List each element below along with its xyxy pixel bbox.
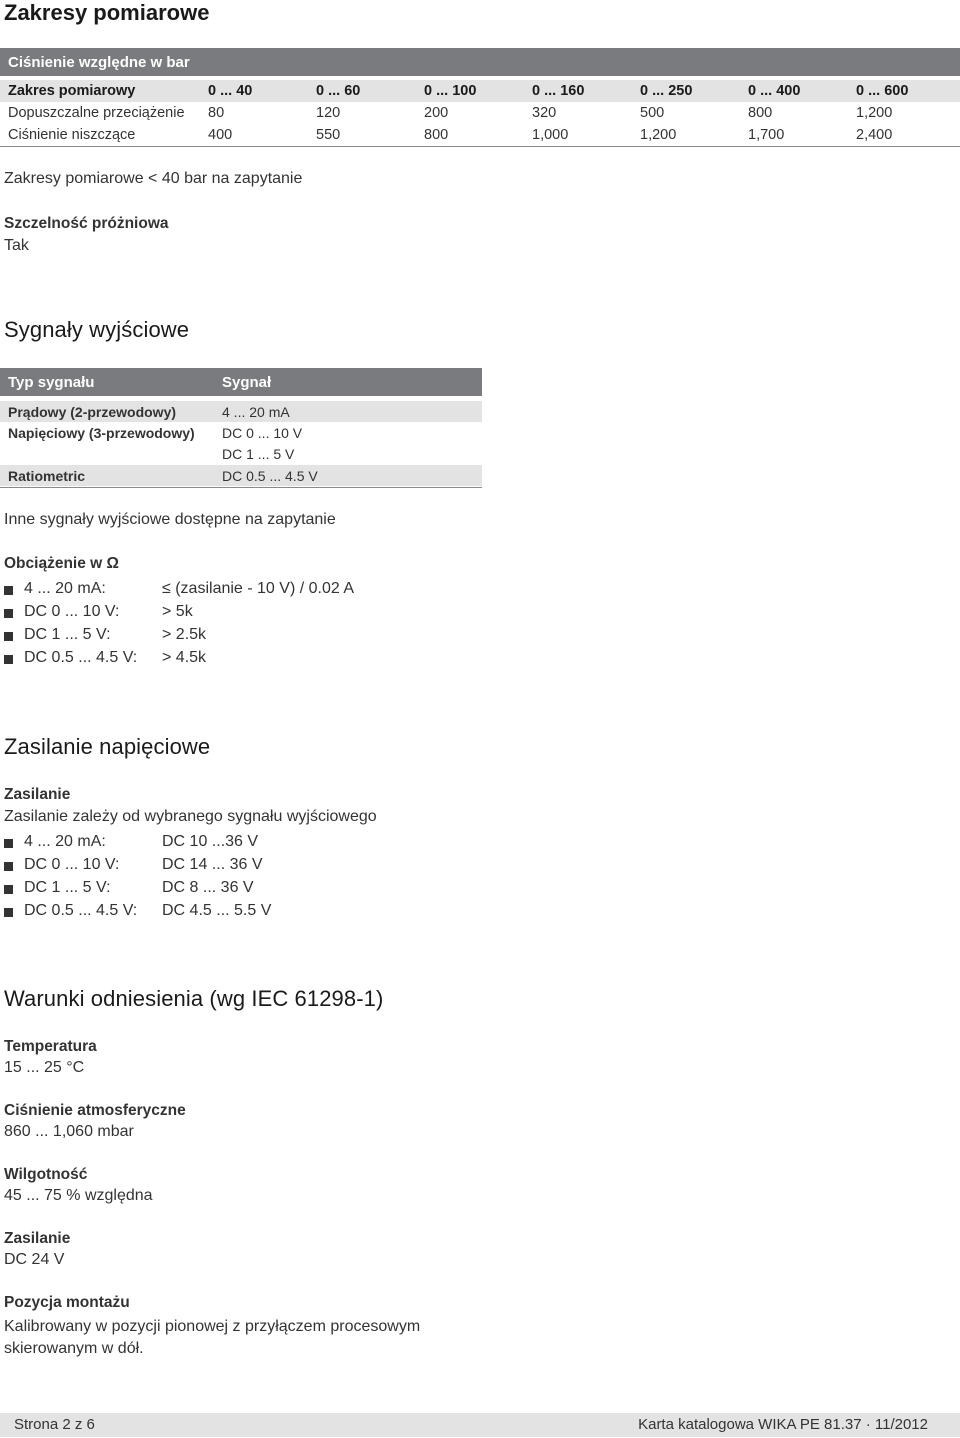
supply-label: Zasilanie	[4, 786, 71, 803]
mounting-line-1: Kalibrowany w pozycji pionowej z przyłączem procesowym	[4, 1318, 421, 1335]
list-value: > 4.5k	[162, 649, 207, 666]
vacuum-label: Szczelność próżniowa	[4, 215, 169, 232]
table-cell: 80	[208, 105, 225, 121]
table-cell: 1,700	[748, 127, 785, 143]
atm-label: Ciśnienie atmosferyczne	[4, 1102, 186, 1119]
table-row	[0, 80, 960, 102]
temperature-label: Temperatura	[4, 1038, 97, 1055]
signals-note: Inne sygnały wyjściowe dostępne na zapytanie	[4, 511, 336, 528]
supply-title: Zasilanie napięciowe	[4, 734, 211, 759]
table-row	[0, 401, 482, 422]
table-cell: 0 ... 40	[208, 83, 253, 99]
signals-table-header	[0, 368, 482, 396]
bullet-icon	[4, 632, 13, 641]
load-label: Obciążenie w Ω	[4, 555, 119, 572]
list-key: DC 0.5 ... 4.5 V:	[24, 902, 138, 919]
col-type-header: Typ sygnału	[8, 374, 95, 391]
table-cell: Dopuszczalne przeciążenie	[8, 105, 185, 121]
bullet-icon	[4, 862, 13, 871]
page-footer	[0, 1413, 960, 1437]
humidity-label: Wilgotność	[4, 1166, 88, 1183]
humidity-value: 45 ... 75 % względna	[4, 1187, 153, 1204]
signal-value: 4 ... 20 mA	[222, 404, 290, 420]
signal-value: DC 1 ... 5 V	[222, 446, 295, 462]
col-signal-header: Sygnał	[222, 374, 272, 391]
mounting-label: Pozycja montażu	[4, 1294, 130, 1311]
table-cell: Ciśnienie niszczące	[8, 127, 136, 143]
signal-type: Ratiometric	[8, 468, 86, 484]
table-row	[0, 124, 960, 146]
bullet-icon	[4, 908, 13, 917]
list-key: DC 1 ... 5 V:	[24, 626, 111, 643]
table-cell: 400	[208, 127, 233, 143]
list-value: DC 14 ... 36 V	[162, 856, 263, 873]
ref-supply-label: Zasilanie	[4, 1230, 71, 1247]
table-cell: 200	[424, 105, 449, 121]
document-reference: Karta katalogowa WIKA PE 81.37 · 11/2012	[638, 1416, 928, 1433]
bullet-icon	[4, 586, 13, 595]
table-cell: 0 ... 160	[532, 83, 585, 99]
table-row	[0, 422, 482, 443]
table-cell: 1,200	[640, 127, 677, 143]
mounting-line-2: skierowanym w dół.	[4, 1340, 144, 1357]
bullet-icon	[4, 655, 13, 664]
table-cell: 320	[532, 105, 557, 121]
table-cell: 0 ... 600	[856, 83, 909, 99]
table-cell: 1,000	[532, 127, 569, 143]
signal-type: Napięciowy (3-przewodowy)	[8, 425, 195, 441]
table-cell: 0 ... 400	[748, 83, 801, 99]
list-key: DC 0 ... 10 V:	[24, 603, 120, 620]
list-value: > 5k	[162, 603, 193, 620]
supply-text: Zasilanie zależy od wybranego sygnału wyjściowego	[4, 808, 377, 825]
table-cell: 0 ... 250	[640, 83, 693, 99]
atm-value: 860 ... 1,060 mbar	[4, 1123, 134, 1140]
reference-title: Warunki odniesienia (wg IEC 61298-1)	[4, 986, 384, 1011]
list-key: 4 ... 20 mA:	[24, 580, 106, 597]
list-value: > 2.5k	[162, 626, 207, 643]
table-cell: 800	[748, 105, 773, 121]
table-row	[0, 465, 482, 486]
bullet-icon	[4, 839, 13, 848]
range-note: Zakresy pomiarowe < 40 bar na zapytanie	[4, 170, 303, 187]
temperature-value: 15 ... 25 °C	[4, 1059, 85, 1076]
table-row	[0, 443, 482, 464]
list-key: DC 0 ... 10 V:	[24, 856, 120, 873]
table-row	[0, 102, 960, 124]
list-value: DC 4.5 ... 5.5 V	[162, 902, 272, 919]
bullet-icon	[4, 885, 13, 894]
table-cell: 550	[316, 127, 341, 143]
table-cell: Zakres pomiarowy	[8, 83, 136, 99]
table-cell: 2,400	[856, 127, 893, 143]
list-key: 4 ... 20 mA:	[24, 833, 106, 850]
list-value: ≤ (zasilanie - 10 V) / 0.02 A	[162, 580, 354, 597]
list-value: DC 10 ...36 V	[162, 833, 259, 850]
table-cell: 0 ... 100	[424, 83, 477, 99]
table-divider	[0, 146, 960, 147]
table-cell: 1,200	[856, 105, 893, 121]
vacuum-value: Tak	[4, 237, 29, 254]
ref-supply-value: DC 24 V	[4, 1251, 65, 1268]
signal-type: Prądowy (2-przewodowy)	[8, 404, 177, 420]
signal-value: DC 0.5 ... 4.5 V	[222, 468, 318, 484]
list-value: DC 8 ... 36 V	[162, 879, 254, 896]
table-cell: 800	[424, 127, 449, 143]
table-divider	[0, 487, 482, 488]
list-key: DC 0.5 ... 4.5 V:	[24, 649, 138, 666]
page-number: Strona 2 z 6	[14, 1416, 95, 1433]
page-title: Zakresy pomiarowe	[4, 0, 210, 25]
list-key: DC 1 ... 5 V:	[24, 879, 111, 896]
signals-title: Sygnały wyjściowe	[4, 317, 190, 342]
signal-value: DC 0 ... 10 V	[222, 425, 303, 441]
table-cell: 120	[316, 105, 341, 121]
pressure-table-header: Ciśnienie względne w bar	[0, 48, 960, 76]
table-cell: 500	[640, 105, 665, 121]
bullet-icon	[4, 609, 13, 618]
table-cell: 0 ... 60	[316, 83, 361, 99]
